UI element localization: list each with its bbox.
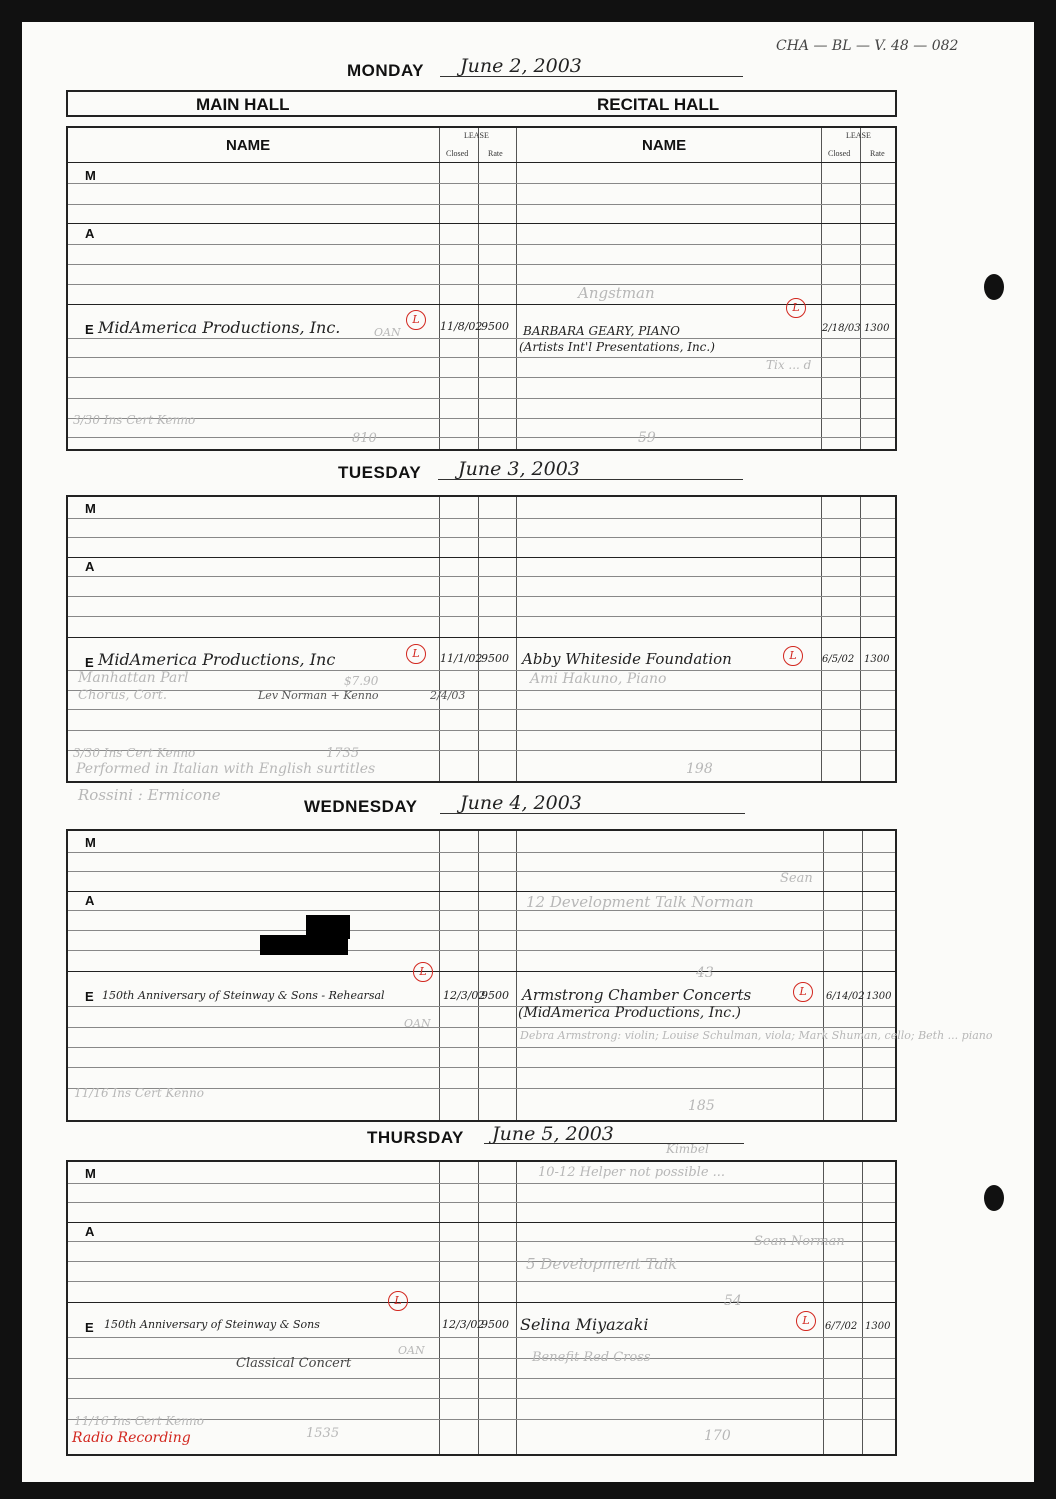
monday-grid — [66, 126, 897, 451]
wednesday-recital-talk: 12 Development Talk Norman — [526, 893, 754, 911]
tuesday-main-faint: Manhattan Parl — [78, 670, 189, 686]
thursday-recital-rate: 1300 — [865, 1321, 891, 1332]
thursday-grid — [66, 1142, 897, 1456]
monday-recital-count: 59 — [638, 430, 656, 446]
thursday-recital-m: 10-12 Helper not possible ... — [538, 1165, 726, 1180]
lease-status-circle: L — [413, 962, 433, 982]
hall-header-bar — [66, 90, 897, 117]
rate-header: Rate — [488, 149, 503, 158]
binder-hole — [984, 274, 1004, 300]
recital-hall-title: RECITAL HALL — [597, 95, 720, 114]
tuesday-recital-closed: 6/5/02 — [822, 654, 855, 665]
monday-recital-booking: BARBARA GEARY, PIANO — [523, 324, 681, 338]
lease-status-circle: L — [388, 1291, 408, 1311]
monday-recital-rate: 1300 — [864, 323, 890, 334]
tuesday-grid — [66, 495, 897, 783]
wednesday-main-note: 11/16 Ins Cert Kenno — [74, 1086, 204, 1100]
closed-header: Closed — [828, 149, 851, 158]
thursday-oan: OAN — [398, 1344, 425, 1357]
tuesday-recital-rate: 1300 — [864, 654, 890, 665]
thursday-main-rate: 9500 — [481, 1318, 509, 1331]
thursday-main-note: 11/16 Ins Cert Kenno — [74, 1414, 204, 1428]
monday-recital-closed: 2/18/03 — [822, 323, 861, 334]
thursday-recital-count: 170 — [704, 1428, 731, 1444]
thursday-recital-closed: 6/7/02 — [825, 1321, 858, 1332]
row-label-a: A — [85, 559, 95, 574]
thursday-main-closed: 12/3/02 — [442, 1318, 485, 1331]
monday-main-rate: 9500 — [481, 320, 509, 333]
monday-main-count: 810 — [352, 431, 377, 446]
binder-hole — [984, 1185, 1004, 1211]
wednesday-recital-43: 43 — [696, 965, 714, 981]
tuesday-main-closed: 11/1/02 — [440, 652, 483, 665]
monday-date: June 2, 2003 — [460, 55, 582, 77]
thursday-recital-54: 54 — [724, 1293, 742, 1309]
wednesday-recital-presenter: (MidAmerica Productions, Inc.) — [518, 1005, 742, 1021]
row-label-a: A — [85, 893, 95, 908]
thursday-recital-booking: Selina Miyazaki — [520, 1315, 649, 1334]
thursday-date: June 5, 2003 — [492, 1123, 614, 1145]
lease-status-circle: L — [406, 644, 426, 664]
wednesday-recital-closed: 6/14/02 — [826, 991, 865, 1002]
lease-status-circle: L — [786, 298, 806, 318]
tuesday-main-lev: Lev Norman + Kenno — [258, 689, 379, 702]
tuesday-recital-faint: Ami Hakuno, Piano — [530, 671, 667, 687]
row-label-e: E — [85, 655, 94, 670]
wednesday-recital-booking: Armstrong Chamber Concerts — [522, 986, 752, 1004]
row-label-e: E — [85, 989, 94, 1004]
tuesday-main-note: 3/30 Ins Cert Kenno — [73, 746, 196, 760]
lease-status-circle: L — [796, 1311, 816, 1331]
day-label-wednesday: WEDNESDAY — [304, 797, 418, 816]
row-label-m: M — [85, 835, 96, 850]
row-label-m: M — [85, 168, 96, 183]
name-column-header: NAME — [642, 137, 687, 154]
tuesday-main-faint: Performed in Italian with English surtitles — [76, 761, 376, 777]
wednesday-main-booking: 150th Anniversary of Steinway & Sons - Rehearsal — [102, 989, 385, 1002]
monday-main-note: 3/30 Ins Cert Kenno — [73, 413, 196, 427]
redaction-block — [306, 915, 350, 939]
wednesday-grid — [66, 829, 993, 1122]
wednesday-recital-rate: 1300 — [866, 991, 892, 1002]
row-label-a: A — [85, 226, 95, 241]
wednesday-recital-performers: Debra Armstrong: violin; Louise Schulman, viola; Mark Shuman, cello; Beth ... piano — [520, 1029, 993, 1042]
monday-recital-tix: Tix ... d — [766, 358, 812, 372]
thursday-recital-faint: Benefit Red Cross — [532, 1350, 651, 1365]
lease-header: LEASE — [464, 131, 489, 140]
lease-header: LEASE — [846, 131, 871, 140]
thursday-radio-recording: Radio Recording — [72, 1430, 191, 1446]
row-label-e: E — [85, 1320, 94, 1335]
monday-main-booking: MidAmerica Productions, Inc. — [98, 318, 341, 337]
thursday-main-count: 1535 — [306, 1426, 340, 1441]
day-label-tuesday: TUESDAY — [338, 463, 422, 482]
row-label-e: E — [85, 322, 94, 337]
day-label-thursday: THURSDAY — [367, 1128, 464, 1147]
row-label-m: M — [85, 1166, 96, 1181]
wednesday-oan: OAN — [404, 1017, 431, 1030]
tuesday-main-count: 1735 — [326, 746, 360, 761]
wednesday-recital-count: 185 — [688, 1098, 715, 1114]
wednesday-date: June 4, 2003 — [460, 792, 582, 814]
lease-status-circle: L — [406, 310, 426, 330]
tuesday-main-lev-date: 2/4/03 — [430, 689, 466, 702]
wednesday-main-closed: 12/3/02 — [443, 989, 486, 1002]
thursday-recital-talk-name: Sean Norman — [754, 1234, 845, 1249]
tuesday-main-faint: Chorus, Cort. — [78, 688, 168, 703]
day-label-monday: MONDAY — [347, 61, 424, 80]
tuesday-main-amount: $7.90 — [344, 674, 379, 688]
row-label-a: A — [85, 1224, 95, 1239]
tuesday-main-faint: Rossini : Ermicone — [78, 786, 221, 804]
closed-header: Closed — [446, 149, 469, 158]
row-label-m: M — [85, 501, 96, 516]
tuesday-main-rate: 9500 — [481, 652, 509, 665]
thursday-main-sub: Classical Concert — [236, 1356, 352, 1371]
thursday-recital-talk: 5 Development Talk — [526, 1255, 678, 1273]
main-hall-title: MAIN HALL — [196, 95, 290, 114]
lease-status-circle: L — [793, 982, 813, 1002]
monday-main-closed: 11/8/02 — [440, 320, 483, 333]
name-column-header: NAME — [226, 137, 271, 154]
monday-recital-presenter: (Artists Int'l Presentations, Inc.) — [519, 340, 715, 354]
lease-status-circle: L — [783, 646, 803, 666]
thursday-recital-m-name: Kimbel — [666, 1142, 709, 1156]
tuesday-recital-booking: Abby Whiteside Foundation — [522, 650, 732, 668]
tuesday-date: June 3, 2003 — [458, 458, 580, 480]
wednesday-recital-talk-name: Sean — [780, 871, 813, 886]
tuesday-recital-count: 198 — [686, 761, 713, 777]
archive-reference: CHA — BL — V. 48 — 082 — [776, 38, 959, 54]
wednesday-main-rate: 9500 — [481, 989, 509, 1002]
tuesday-main-booking: MidAmerica Productions, Inc — [98, 650, 336, 669]
thursday-main-booking: 150th Anniversary of Steinway & Sons — [104, 1318, 320, 1331]
monday-recital-above: Angstman — [578, 284, 655, 302]
rate-header: Rate — [870, 149, 885, 158]
monday-oan: OAN — [374, 326, 401, 339]
